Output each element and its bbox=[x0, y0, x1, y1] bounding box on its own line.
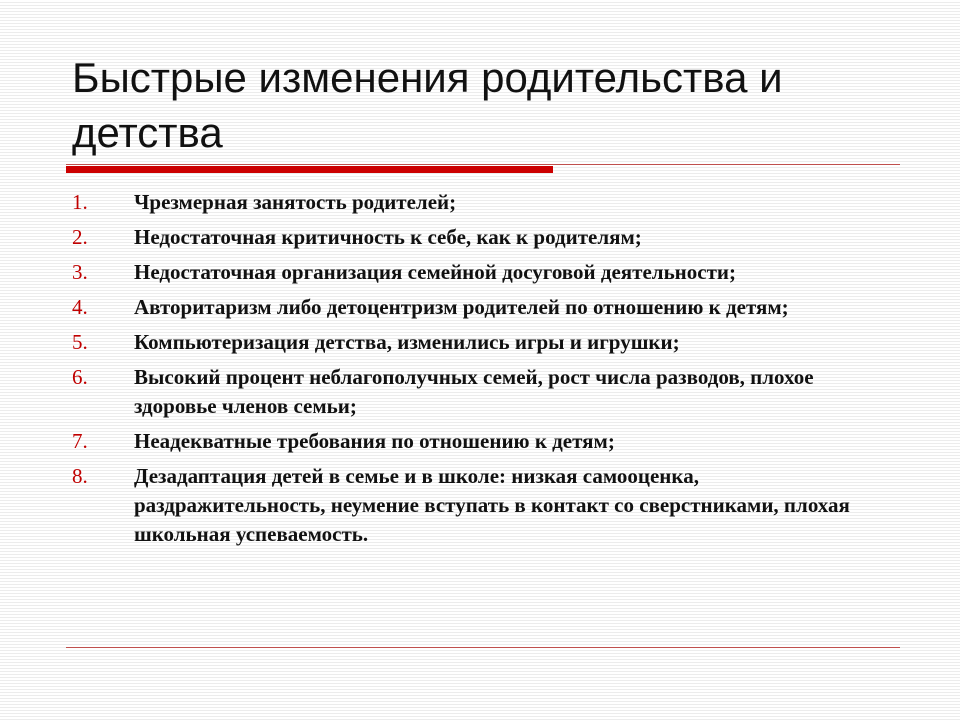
list-item-number: 4. bbox=[72, 295, 88, 319]
list-item-number: 3. bbox=[72, 260, 88, 284]
list-item-text: Авторитаризм либо детоцентризм родителей по отношению к детям; bbox=[134, 295, 789, 319]
list-item bbox=[72, 363, 892, 421]
title-divider-accent bbox=[66, 166, 553, 173]
list-item bbox=[72, 258, 892, 287]
list-item-number: 5. bbox=[72, 330, 88, 354]
list-item-text: Компьютеризация детства, изменились игры и игрушки; bbox=[134, 330, 680, 354]
list-item-text: Дезадаптация детей в семье и в школе: низкая самооценка, раздражительность, неумение вступать в контакт со сверстниками, плохая школьная успеваемость. bbox=[134, 464, 850, 546]
list-item bbox=[72, 427, 892, 456]
list-item bbox=[72, 328, 892, 357]
list-item-number: 7. bbox=[72, 429, 88, 453]
list-item-number: 1. bbox=[72, 190, 88, 214]
bottom-divider bbox=[66, 647, 900, 648]
list-item-text: Неадекватные требования по отношению к детям; bbox=[134, 429, 615, 453]
slide-title: Быстрые изменения родительства и детства bbox=[72, 54, 783, 156]
list-item-text: Недостаточная критичность к себе, как к родителям; bbox=[134, 225, 642, 249]
list-item-text: Чрезмерная занятость родителей; bbox=[134, 190, 457, 214]
list-item bbox=[72, 293, 892, 322]
list-item-text: Высокий процент неблагополучных семей, рост числа разводов, плохое здоровье членов семьи; bbox=[134, 365, 814, 418]
list-item-number: 6. bbox=[72, 365, 88, 389]
list-item bbox=[72, 223, 892, 252]
list-item bbox=[72, 462, 892, 549]
list-item-number: 8. bbox=[72, 464, 88, 488]
list-item-number: 2. bbox=[72, 225, 88, 249]
list-item-text: Недостаточная организация семейной досуговой деятельности; bbox=[134, 260, 736, 284]
title-divider-thin bbox=[66, 164, 900, 165]
numbered-list bbox=[72, 188, 892, 555]
list-item bbox=[72, 188, 892, 217]
